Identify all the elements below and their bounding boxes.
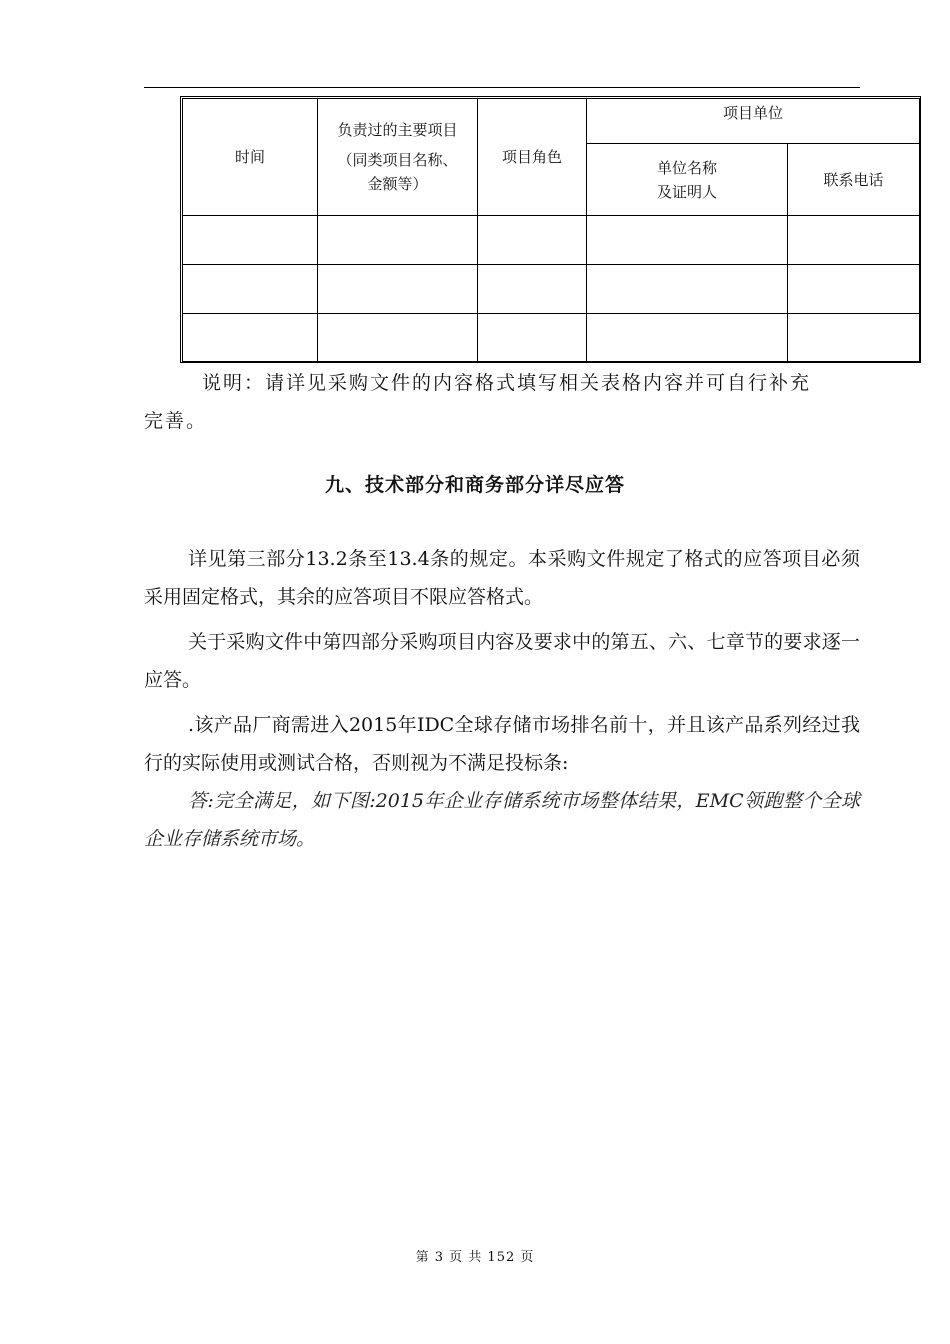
body-text [144,540,860,858]
table-row [183,216,920,265]
header-project-line1: 负责过的主要项目 [337,121,458,139]
header-project-line2: （同类项目名称、 [337,151,458,169]
header-unit-name-line1: 单位名称 [656,158,717,177]
table-row [183,265,920,314]
header-phone: 联系电话 [788,144,920,216]
table-cell[interactable] [587,216,788,265]
paragraph-3: .该产品厂商需进入2015年IDC全球存储市场排名前十，并且该产品系列经过我行的实际使用或测试合格，否则视为不满足投标条: [144,714,860,774]
header-unit-name [587,144,788,216]
note-line2: 完善。 [144,410,208,432]
table-cell[interactable] [318,314,478,362]
section-title: 九、技术部分和商务部分详尽应答 [324,474,625,496]
header-role: 项目角色 [478,99,587,216]
table-cell[interactable] [318,265,478,314]
answer-paragraph: 答:完全满足，如下图:2015年企业存储系统市场整体结果，EMC领跑整个全球企业存储系统市场。 [144,790,860,850]
header-project [318,99,478,216]
experience-table [182,98,920,362]
table-cell[interactable] [788,216,920,265]
header-rule [144,87,860,88]
table-cell[interactable] [318,216,478,265]
table-cell[interactable] [788,314,920,362]
table-cell[interactable] [587,314,788,362]
header-project-line3: 金额等） [367,175,428,193]
table-row [183,314,920,362]
table-cell[interactable] [183,314,318,362]
table-cell[interactable] [788,265,920,314]
table-cell[interactable] [183,265,318,314]
table-cell[interactable] [587,265,788,314]
paragraph-1: 详见第三部分13.2条至13.4条的规定。本采购文件规定了格式的应答项目必须采用固定格式，其余的应答项目不限应答格式。 [144,548,860,608]
header-time: 时间 [183,99,318,216]
table-cell[interactable] [478,265,587,314]
header-unit-name-line2: 及证明人 [656,182,717,201]
table-cell[interactable] [478,314,587,362]
table-cell[interactable] [183,216,318,265]
note-line1: 说明：请详见采购文件的内容格式填写相关表格内容并可自行补充 [202,372,812,394]
table-cell[interactable] [478,216,587,265]
paragraph-2: 关于采购文件中第四部分采购项目内容及要求中的第五、六、七章节的要求逐一应答。 [144,631,860,691]
page-footer: 第 3 页 共 152 页 [415,1250,535,1265]
header-unit-group: 项目单位 [587,99,920,144]
table-note [144,364,860,440]
